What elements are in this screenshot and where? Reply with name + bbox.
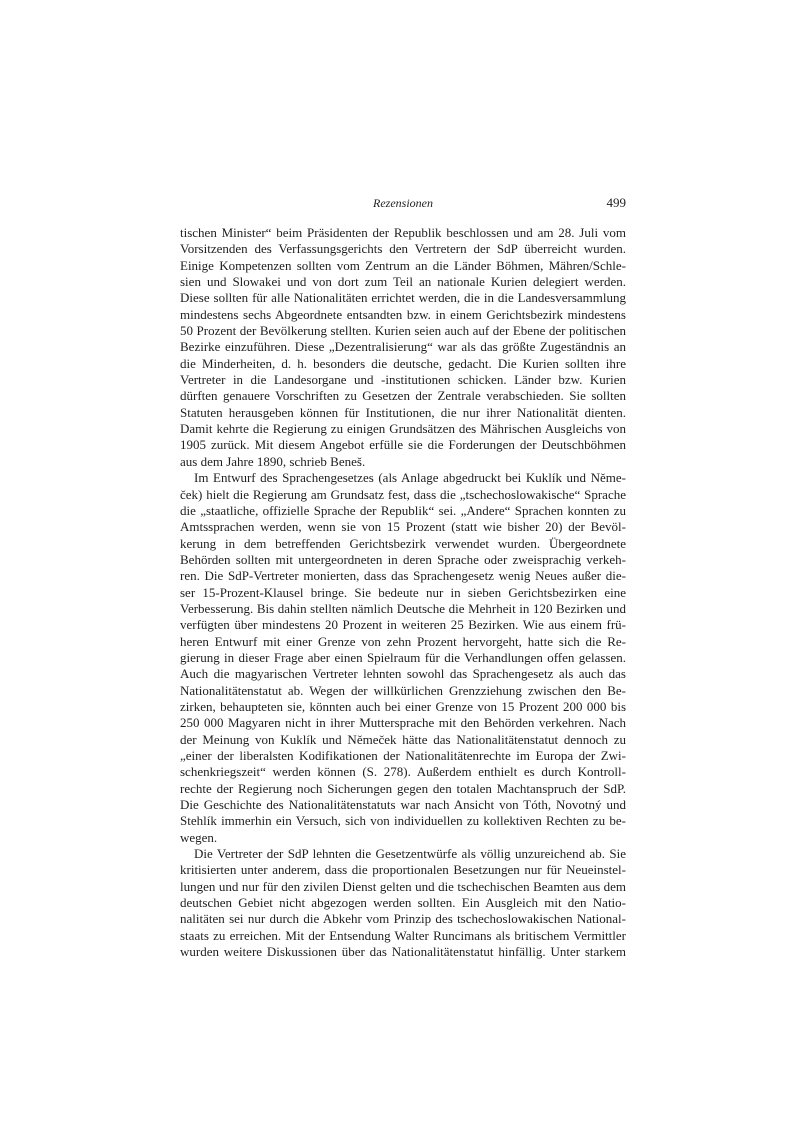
text-line: rechte der Regierung noch Sicherungen gegen den totalen Machtanspruch der SdP. bbox=[180, 780, 626, 796]
text-line: Diese sollten für alle Nationalitäten errichtet werden, die in die Landesversammlung bbox=[180, 290, 626, 306]
text-line: heren Entwurf mit einer Grenze von zehn Prozent hervorgeht, hatte sich die Re- bbox=[180, 633, 626, 649]
text-line: Auch die magyarischen Vertreter lehnten sowohl das Sprachengesetz als auch das bbox=[180, 666, 626, 682]
text-line: gierung in dieser Frage aber einen Spielraum für die Verhandlungen offen gelassen. bbox=[180, 649, 626, 665]
text-line: Statuten herausgeben können für Institutionen, die nur ihrer Nationalität dienten. bbox=[180, 404, 626, 420]
text-line: 250 000 Magyaren nicht in ihrer Muttersprache mit den Behörden verkehren. Nach bbox=[180, 715, 626, 731]
text-line: staats zu erreichen. Mit der Entsendung Walter Runcimans als britischem Vermittler bbox=[180, 927, 626, 943]
text-line: schenkriegszeit“ werden können (S. 278). Außerdem enthielt es durch Kontroll- bbox=[180, 764, 626, 780]
body-text bbox=[180, 225, 626, 960]
text-line: kerung in dem betreffenden Gerichtsbezirk verwendet wurden. Übergeordnete bbox=[180, 535, 626, 551]
text-line: dürften genauere Vorschriften zu Gesetzen der Zentrale verabschieden. Sie sollten bbox=[180, 388, 626, 404]
text-line: Im Entwurf des Sprachengesetzes (als Anlage abgedruckt bei Kuklík und Něme- bbox=[194, 470, 626, 486]
text-line: ren. Die SdP-Vertreter monierten, dass das Sprachengesetz wenig Neues außer die- bbox=[180, 568, 626, 584]
text-line: Vertreter in die Landesorgane und -institutionen schicken. Länder bzw. Kurien bbox=[180, 372, 626, 388]
text-line: wurden weitere Diskussionen über das Nationalitätenstatut hinfällig. Unter starkem bbox=[180, 944, 626, 960]
text-line: Behörden sollten mit untergeordneten in deren Sprache oder zweisprachig verkeh- bbox=[180, 551, 626, 567]
page-header bbox=[180, 194, 626, 212]
text-line: kritisierten unter anderem, dass die proportionalen Besetzungen nur für Neueinstel- bbox=[180, 862, 626, 878]
text-line: nalitäten sei nur durch die Abkehr vom Prinzip des tschechoslowakischen National- bbox=[180, 911, 626, 927]
text-line: mindestens sechs Abgeordnete entsandten bzw. in einem Gerichtsbezirk mindestens bbox=[180, 306, 626, 322]
text-line: 1905 zurück. Mit diesem Angebot erfülle sie die Forderungen der Deutschböhmen bbox=[180, 437, 626, 453]
text-line: sien und Slowakei und von dort zum Teil an nationale Kurien delegiert werden. bbox=[180, 274, 626, 290]
text-line: „einer der liberalsten Kodifikationen der Nationalitätenrechte im Europa der Zwi- bbox=[180, 748, 626, 763]
text-line: die „staatliche, offizielle Sprache der Republik“ sei. „Andere“ Sprachen konnten zu bbox=[180, 502, 626, 518]
text-line: die Minderheiten, d. h. besonders die deutsche, gedacht. Die Kurien sollten ihre bbox=[180, 355, 626, 371]
text-line: Nationalitätenstatut ab. Wegen der willkürlichen Grenzziehung zwischen den Be- bbox=[180, 682, 626, 698]
text-line: der Meinung von Kuklík und Němeček hätte das Nationalitätenstatut dennoch zu bbox=[180, 731, 626, 747]
text-line: zirken, behaupteten sie, könnten auch bei einer Grenze von 15 Prozent 200 000 bis bbox=[180, 698, 626, 714]
text-line: Die Vertreter der SdP lehnten die Gesetzentwürfe als völlig unzureichend ab. Sie bbox=[194, 846, 626, 862]
text-line: Die Geschichte des Nationalitätenstatuts war nach Ansicht von Tóth, Novotný und bbox=[180, 797, 626, 813]
text-line: aus dem Jahre 1890, schrieb Beneš. bbox=[180, 453, 366, 469]
text-line: Vorsitzenden des Verfassungsgerichts den Vertretern der SdP überreicht wurden. bbox=[180, 241, 626, 257]
text-line: ser 15-Prozent-Klausel bringe. Sie bedeute nur in sieben Gerichtsbezirken eine bbox=[180, 584, 626, 600]
text-line: deutschen Gebiet nicht abgezogen werden sollten. Ein Ausgleich mit den Natio- bbox=[180, 895, 626, 911]
text-line: Einige Kompetenzen sollten vom Zentrum an die Länder Böhmen, Mähren/Schle- bbox=[180, 257, 626, 273]
text-line: Damit kehrte die Regierung zu einigen Grundsätzen des Mährischen Ausgleichs von bbox=[180, 421, 626, 437]
text-line: 50 Prozent der Bevölkerung stellten. Kurien seien auch auf der Ebene der politischen bbox=[180, 323, 626, 339]
text-line: tischen Minister“ beim Präsidenten der Republik beschlossen und am 28. Juli vom bbox=[180, 225, 626, 240]
text-line: Bezirke einzuführen. Diese „Dezentralisierung“ war als das größte Zugeständnis an bbox=[180, 339, 626, 355]
text-line: wegen. bbox=[180, 829, 218, 845]
page-number: 499 bbox=[606, 195, 626, 210]
text-line: Verbesserung. Bis dahin stellten nämlich Deutsche die Mehrheit in 120 Bezirken und bbox=[180, 600, 626, 616]
text-line: verfügten über mindestens 20 Prozent in weiteren 25 Bezirken. Wie aus einem frü- bbox=[180, 617, 626, 633]
text-line: Amtssprachen werden, wenn sie von 15 Prozent (statt wie bisher 20) der Bevöl- bbox=[180, 519, 626, 535]
text-line: lungen und nur für den zivilen Dienst gelten und die tschechischen Beamten aus dem bbox=[180, 878, 626, 894]
text-line: ček) hielt die Regierung am Grundsatz fest, dass die „tschechoslowakische“ Sprache bbox=[180, 486, 626, 502]
text-line: Stehlík immerhin ein Versuch, sich von individuellen zu kollektiven Rechten zu be- bbox=[180, 813, 626, 829]
running-head: Rezensionen bbox=[373, 196, 433, 210]
